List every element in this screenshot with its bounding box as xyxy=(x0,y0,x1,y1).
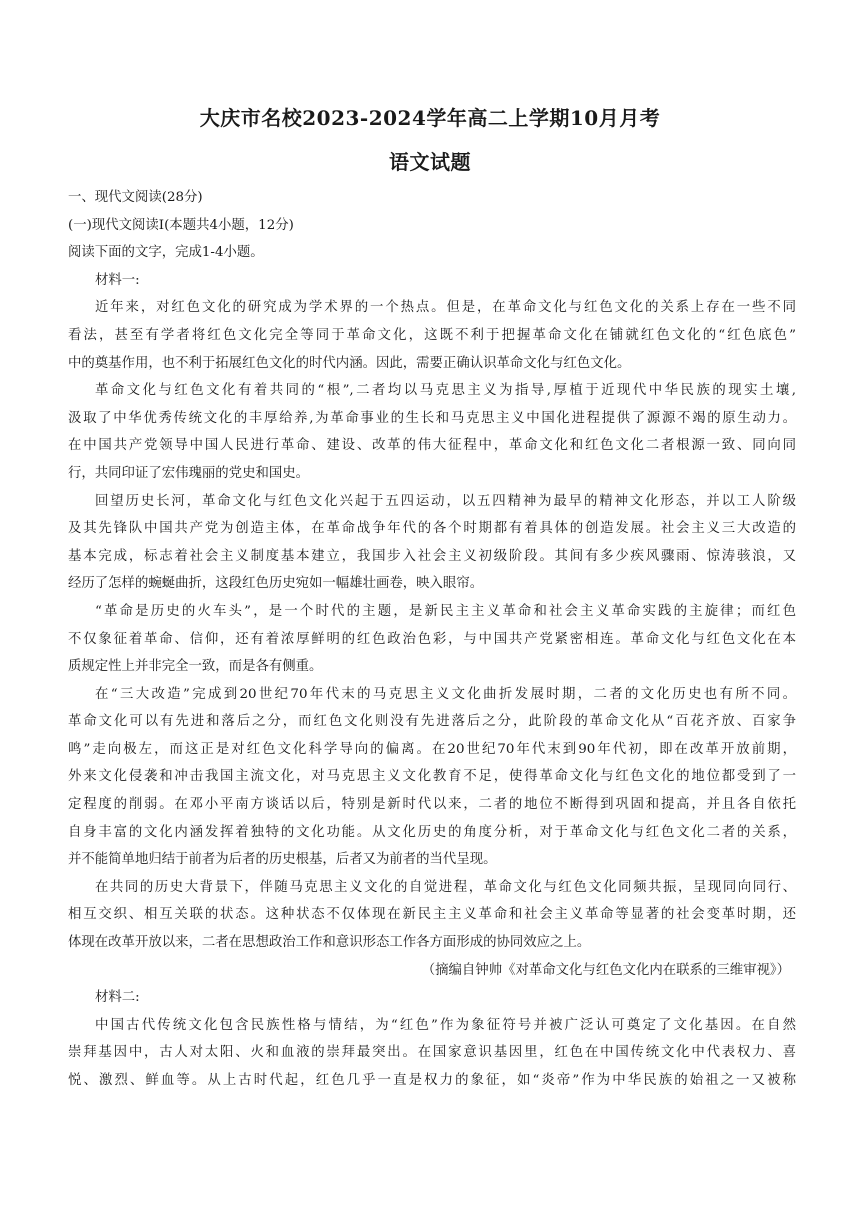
paragraph-line: 体现在改革开放以来，二者在思想政治工作和意识形态工作各方面形成的协同效应之上。 xyxy=(68,935,591,951)
material-1-label: 材料一: xyxy=(95,272,140,288)
paragraph-line: 革命文化可以有先进和落后之分，而红色文化则没有先进落后之分，此阶段的革命文化从“百花齐放、百家争 xyxy=(68,714,796,730)
paragraph-line: 近年来，对红色文化的研究成为学术界的一个热点。但是，在革命文化与红色文化的关系上存在一些不同 xyxy=(95,300,796,316)
paragraph-line: 在中国共产党领导中国人民进行革命、建设、改革的伟大征程中，革命文化和红色文化二者根源一致、同向同 xyxy=(68,438,796,454)
paragraph-line: 外来文化侵袭和冲击我国主流文化，对马克思主义文化教育不足，使得革命文化与红色文化的地位都受到了一 xyxy=(68,769,796,785)
paragraph-line: 基本完成，标志着社会主义制度基本建立，我国步入社会主义初级阶段。其间有多少疾风骤雨、惊涛骇浪，又 xyxy=(68,548,796,564)
paragraph-line: 相互交织、相互关联的状态。这种状态不仅体现在新民主主义革命和社会主义革命等显著的社会变革时期，还 xyxy=(68,907,796,923)
paragraph-line: “革命是历史的火车头”，是一个时代的主题，是新民主主义革命和社会主义革命实践的主旋律；而红色 xyxy=(95,603,796,619)
paragraph-line: 悦、激烈、鲜血等。从上古时代起，红色几乎一直是权力的象征，如“炎帝”作为中华民族的始祖之一又被称 xyxy=(68,1073,796,1088)
exam-subtitle: 语文试题 xyxy=(389,150,471,174)
paragraph-line: 自身丰富的文化内涵发挥着独特的文化功能。从文化历史的角度分析，对于革命文化与红色文化二者的关系， xyxy=(68,824,796,840)
paragraph-line: 鸣”走向极左，而这正是对红色文化科学导向的偏离。在20世纪70年代末到90年代初，即在改革开放前期， xyxy=(68,741,796,757)
paragraph-line: 不仅象征着革命、信仰，还有着浓厚鲜明的红色政治色彩，与中国共产党紧密相连。革命文化与红色文化在本 xyxy=(68,631,796,647)
reading-instruction: 阅读下面的文字，完成1-4小题。 xyxy=(68,245,264,261)
exam-content xyxy=(68,184,796,1095)
paragraph-line: 崇拜基因中，古人对太阳、火和血液的崇拜最突出。在国家意识基因里，红色在中国传统文化中代表权力、喜 xyxy=(68,1045,796,1061)
paragraph-line: 并不能简单地归结于前者为后者的历史根基，后者又为前者的当代呈现。 xyxy=(68,852,497,868)
section-heading: 一、现代文阅读(28分) xyxy=(68,190,203,205)
paragraph-line: 行，共同印证了宏伟瑰丽的党史和国史。 xyxy=(68,465,310,481)
paragraph-line: 经历了怎样的蜿蜒曲折，这段红色历史宛如一幅雄壮画卷，映入眼帘。 xyxy=(68,576,484,592)
paragraph-line: 汲取了中华优秀传统文化的丰厚给养,为革命事业的生长和马克思主义中国化进程提供了源源不竭的原生动力。 xyxy=(68,410,796,426)
paragraph-line: 在共同的历史大背景下，伴随马克思主义文化的自觉进程，革命文化与红色文化同频共振，呈现同向同行、 xyxy=(95,879,796,895)
paragraph-line: 定程度的削弱。在邓小平南方谈话以后，特别是新时代以来，二者的地位不断得到巩固和提高，并且各自依托 xyxy=(68,797,796,813)
subsection-heading: (一)现代文阅读Ⅰ(本题共4小题，12分) xyxy=(68,217,294,233)
material-2-label: 材料二: xyxy=(95,990,140,1006)
paragraph-line: 看法，甚至有学者将红色文化完全等同于革命文化，这既不利于把握革命文化在铺就红色文化的“红色底色” xyxy=(68,327,796,343)
paragraph-line: 中的奠基作用，也不利于拓展红色文化的时代内涵。因此，需要正确认识革命文化与红色文化。 xyxy=(68,355,631,371)
paragraph-line: 质规定性上并非完全一致，而是各有侧重。 xyxy=(68,659,323,675)
paragraph-line: 及其先锋队中国共产党为创造主体，在革命战争年代的各个时期都有着具体的创造发展。社会主义三大改造的 xyxy=(68,521,796,537)
paragraph-line: 回望历史长河，革命文化与红色文化兴起于五四运动，以五四精神为最早的精神文化形态，并以工人阶级 xyxy=(95,493,796,509)
material-1-source: （摘编自钟帅《对革命文化与红色文化内在联系的三维审视》） xyxy=(421,962,790,978)
paragraph-line: 在“三大改造”完成到20世纪70年代末的马克思主义文化曲折发展时期，二者的文化历史也有所不同。 xyxy=(95,686,796,702)
paragraph-line: 革命文化与红色文化有着共同的“根”,二者均以马克思主义为指导,厚植于近现代中华民族的现实土壤, xyxy=(95,383,796,399)
paragraph-line: 中国古代传统文化包含民族性格与情结，为“红色”作为象征符号并被广泛认可奠定了文化基因。在自然 xyxy=(95,1017,796,1033)
exam-title: 大庆市名校2023-2024学年高二上学期10月月考 xyxy=(199,106,661,130)
